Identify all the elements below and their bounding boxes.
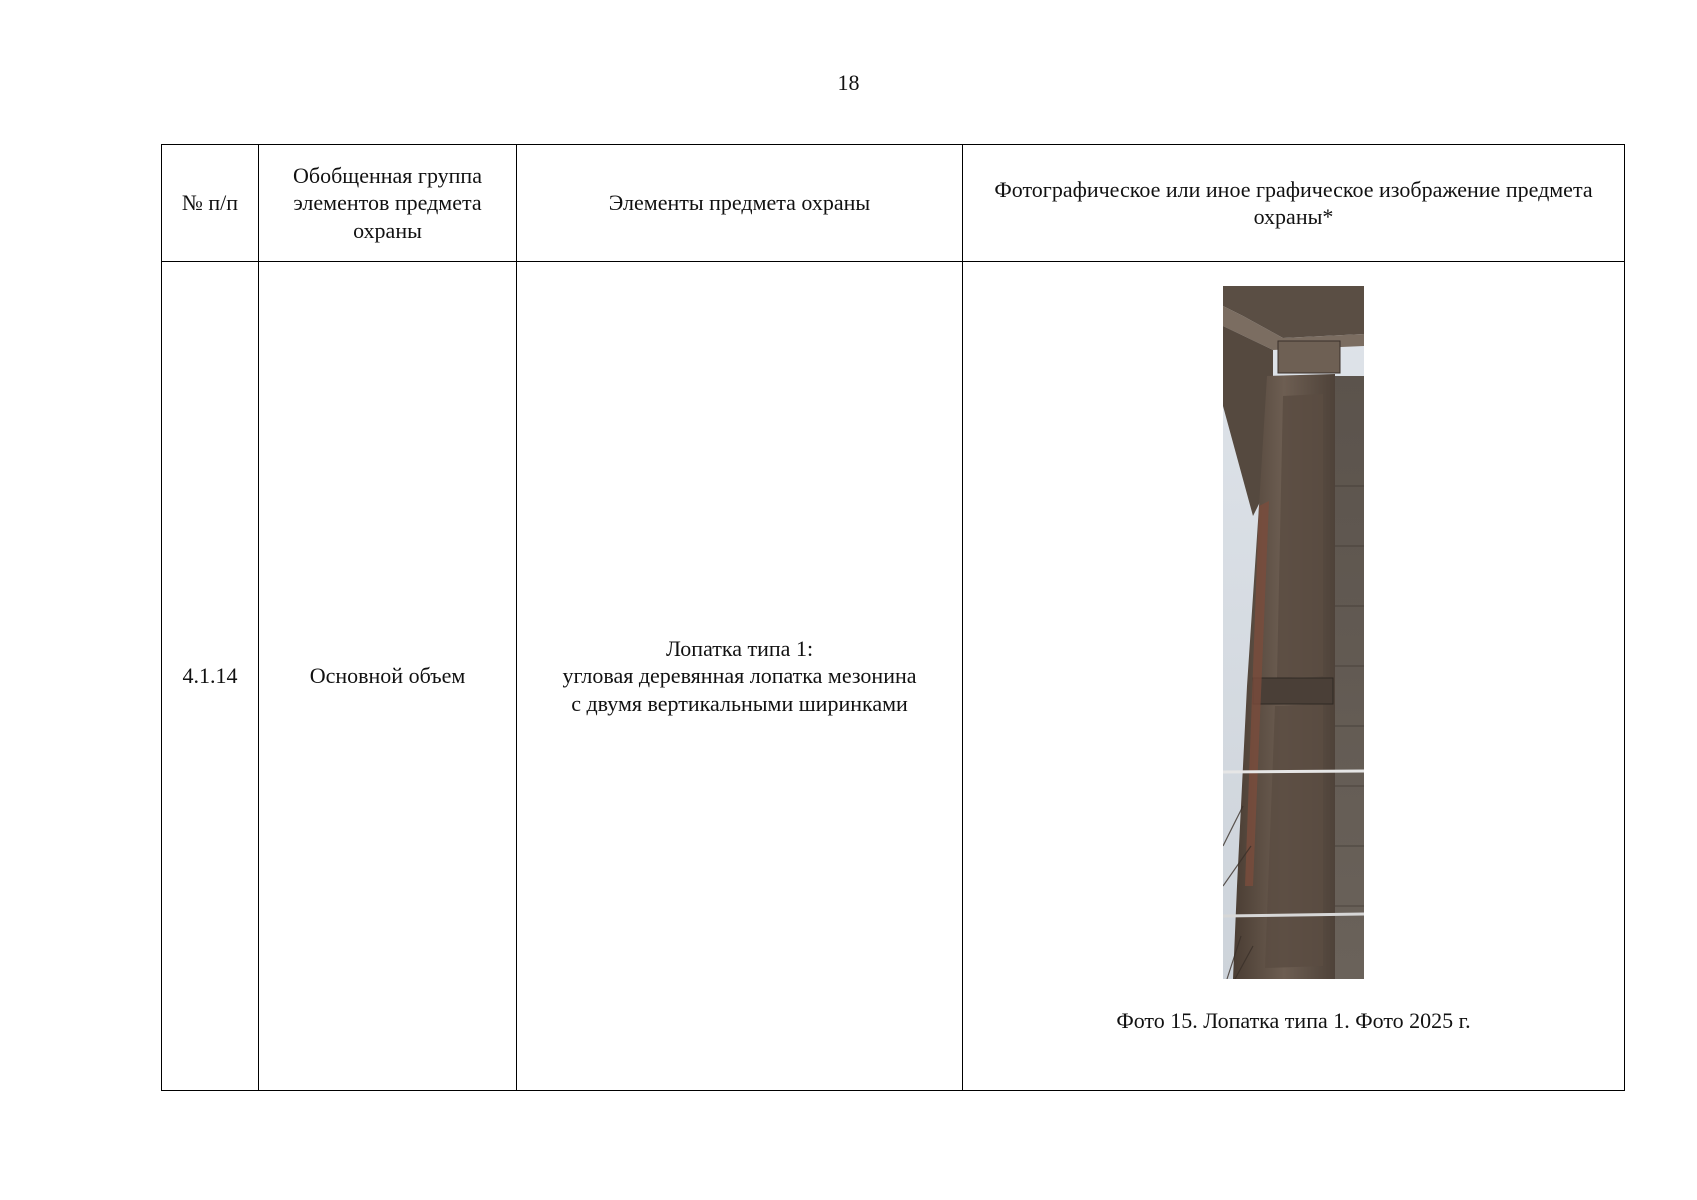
header-group: Обобщенная группа элементов предмета охраны xyxy=(259,145,517,262)
row-group: Основной объем xyxy=(259,262,517,1091)
row-num: 4.1.14 xyxy=(162,262,259,1091)
pilaster-photo xyxy=(1223,286,1364,979)
header-elements: Элементы предмета охраны xyxy=(517,145,963,262)
header-photo: Фотографическое или иное графическое изображение предмета охраны* xyxy=(963,145,1625,262)
photo-wrap xyxy=(971,268,1616,1084)
row-elements-line-1: Лопатка типа 1: xyxy=(665,635,814,661)
table-row xyxy=(162,262,1625,1091)
protection-table xyxy=(161,144,1625,1091)
row-elements-line-3: с двумя вертикальными ширинками xyxy=(571,690,908,716)
row-photo-cell xyxy=(963,262,1625,1091)
table-header-row xyxy=(162,145,1625,262)
header-num: № п/п xyxy=(162,145,259,262)
row-elements xyxy=(517,262,963,1091)
photo-caption: Фото 15. Лопатка типа 1. Фото 2025 г. xyxy=(1116,1008,1471,1033)
page-number: 18 xyxy=(837,70,860,95)
row-elements-line-2: угловая деревянная лопатка мезонина xyxy=(562,663,917,689)
